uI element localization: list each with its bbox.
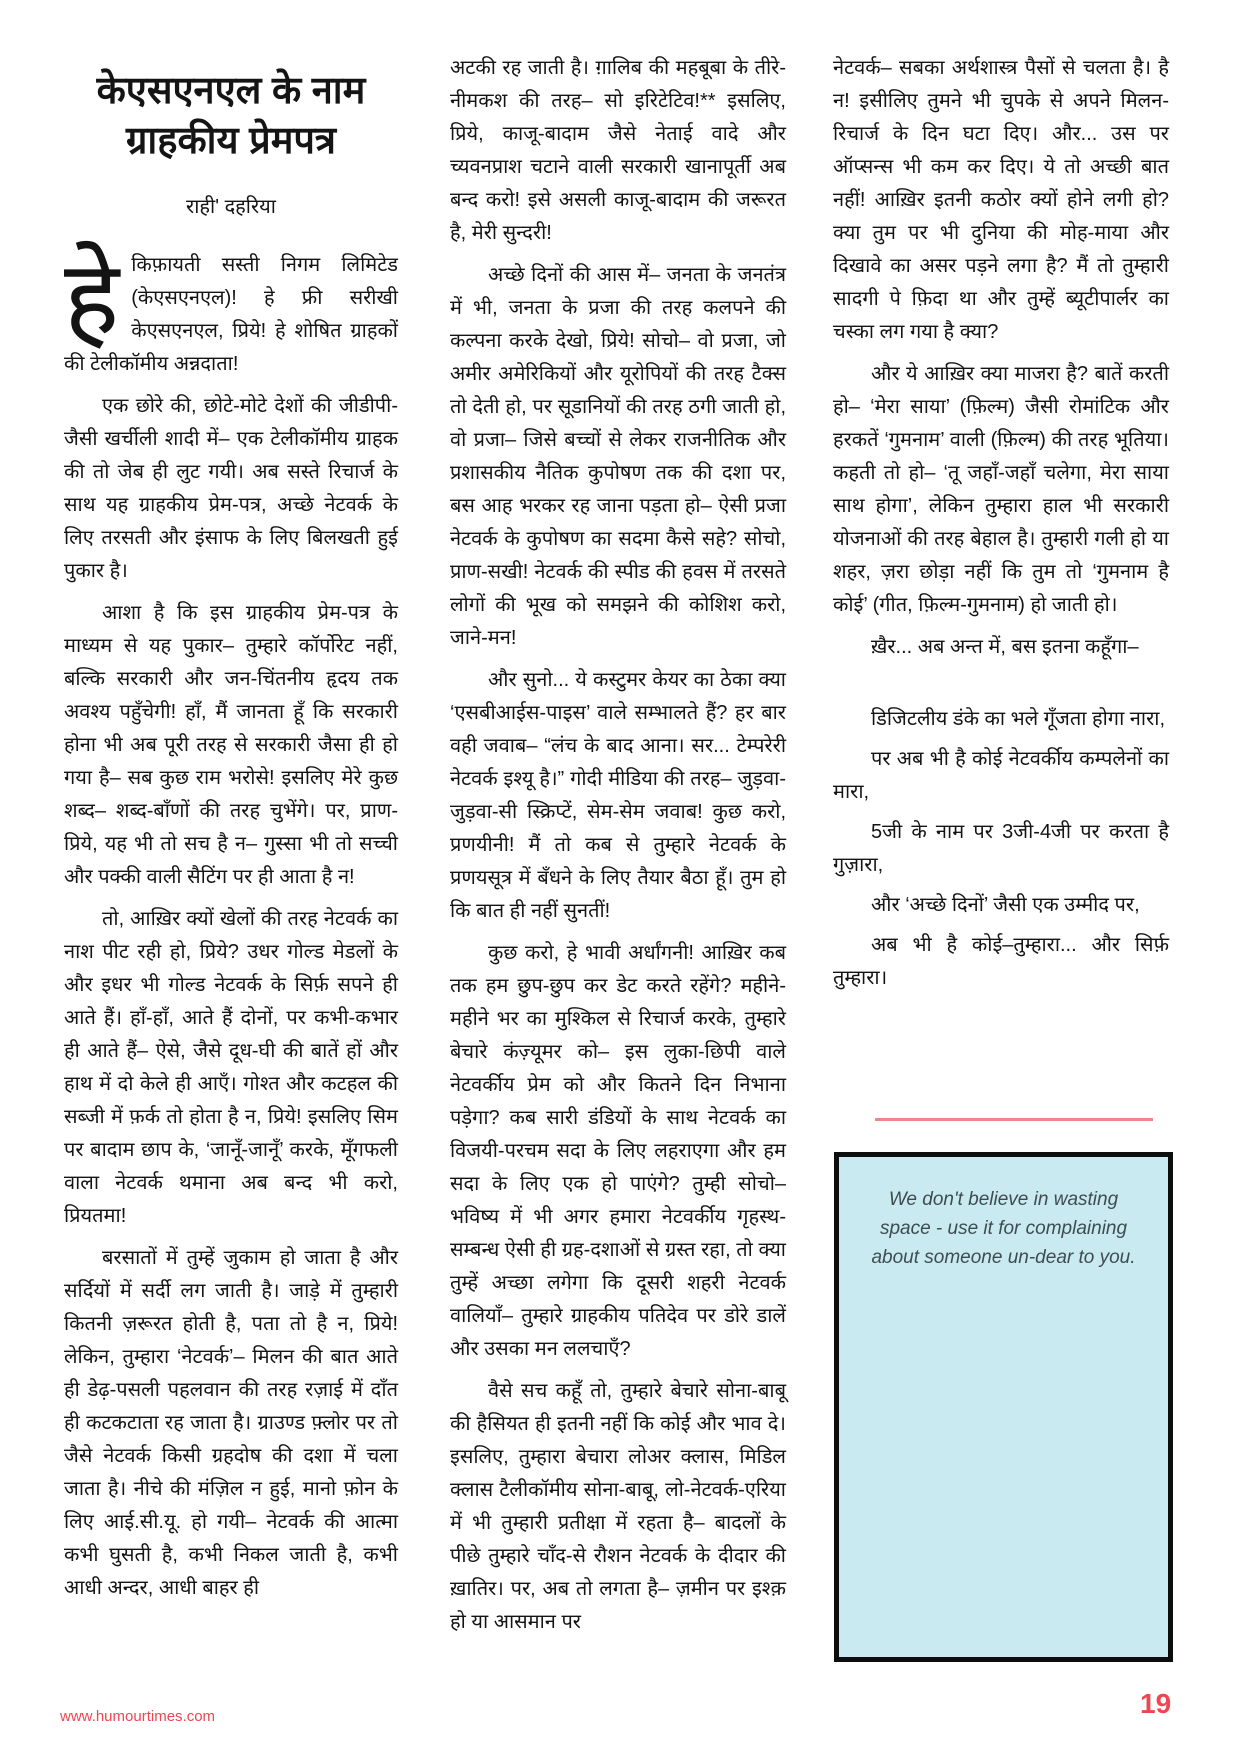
paragraph: बरसातों में तुम्हें जुकाम हो जाता है और सर्दियों में सर्दी लग जाती है। जाड़े में तुम्हारी कितनी ज़रूरत होती है, पता तो है न, प्रिये! लेकिन, तुम्हारा ‘नेटवर्क’– मिलन की बात आते ही डेढ़-पसली पहलवान की तरह रज़ाई में दाँत ही कटकटाता रह जाता है। ग्राउण्ड फ़्लोर पर तो जैसे नेटवर्क किसी ग्रहदोष की दशा में चला जाता है। नीचे की मंज़िल न हुई, मानो फ़ोन के लिए आई.सी.यू. हो गयी– नेटवर्क की आत्मा कभी घुसती है, कभी निकल जाती है, कभी आधी अन्दर, आधी बाहर ही xyxy=(64,1247,398,1599)
paragraph: और सुनो... ये कस्टुमर केयर का ठेका क्या ‘एसबीआईस-पाइस’ वाले सम्भालते हैं? हर बार वही जवाब– “लंच के बाद आना। सर... टेम्परेरी नेटवर्क इश्यू है।” गोदी मीडिया की तरह– जुड़वा-जुड़वा-सी स्क्रिप्टें, सेम-सेम जवाब! कुछ करो, प्रणयीनी! मैं तो कब से तुम्हारे नेटवर्क के प्रणयसूत्र में बँधने के लिए तैयार बैठा हूँ। तुम हो कि बात ही नहीं सुनतीं! xyxy=(450,669,786,922)
paragraph: नेटवर्क– सबका अर्थशास्त्र पैसों से चलता है। है न! इसीलिए तुमने भी चुपके से अपने मिलन-रिचार्ज के दिन घटा दिए। और... उस पर ऑप्सन्स भी कम कर दिए। ये तो अच्छी बात नहीं! आख़िर इतनी कठोर क्यों होने लगी हो? क्या तुम पर भी दुनिया की मोह-माया और दिखावे का असर पड़ने लगा है? मैं तो तुम्हारी सादगी पे फ़िदा था और तुम्हें ब्यूटीपार्लर का चस्का लग गया है क्या? xyxy=(833,57,1169,343)
drop-cap: हे xyxy=(64,241,120,357)
page-title: केएसएनएल के नाम ग्राहकीय प्रेमपत्र xyxy=(96,70,366,162)
lead-paragraph xyxy=(64,241,398,381)
paragraph: अच्छे दिनों की आस में– जनता के जनतंत्र में भी, जनता के प्रजा की तरह कलपने की कल्पना करके देखो, प्रिये! सोचो– वो प्रजा, जो अमीर अमेरिकियों और यूरोपियों की तरह टैक्स तो देती हो, पर सूडानियों की तरह ठगी जाती हो, वो प्रजा– जिसे बच्चों से लेकर राजनीतिक और प्रशासकीय नैतिक कुपोषण तक की दशा पर, बस आह भरकर रह जाना पड़ता हो– ऐसी प्रजा नेटवर्क के कुपोषण का सदमा कैसे सहे? सोचो, प्राण-सखी! नेटवर्क की स्पीड की हवस में तरसते लोगों की भूख को समझने की कोशिश करो, जाने-मन! xyxy=(450,264,786,649)
paragraph: आशा है कि इस ग्राहकीय प्रेम-पत्र के माध्यम से यह पुकार– तुम्हारे कॉर्पोरेट नहीं, बल्कि सरकारी और जन-चिंतनीय हृदय तक अवश्य पहुँचेगी! हाँ, मैं जानता हूँ कि सरकारी होना भी अब पूरी तरह से सरकारी जैसा ही हो गया है– सब कुछ राम भरोसे! इसलिए मेरे कुछ शब्द– शब्द-बाँणों की तरह चुभेंगे। पर, प्राण-प्रिये, यह भी तो सच है न– गुस्सा भी तो सच्ची और पक्की वाली सैटिंग पर ही आता है न! xyxy=(64,602,398,888)
column-1 xyxy=(64,58,398,1614)
paragraph: और ये आख़िर क्या माजरा है? बातें करती हो– ‘मेरा साया’ (फ़िल्म) जैसी रोमांटिक और हरकतें ‘गुमनाम’ वाली (फ़िल्म) की तरह भूतिया। कहती तो हो– ‘तू जहाँ-जहाँ चलेगा, मेरा साया साथ होगा’, लेकिन तुम्हारा हाल भी सरकारी योजनाओं की तरह बेहाल है। तुम्हारी गली हो या शहर, ज़रा छोड़ा नहीं कि तुम तो ‘गुमनाम है कोई’ (गीत, फ़िल्म-गुमनाम) हो जाती हो। xyxy=(833,363,1169,616)
verse-line: और ‘अच्छे दिनों’ जैसी एक उम्मीद पर, xyxy=(871,894,1140,916)
page-number: 19 xyxy=(1140,1688,1172,1719)
footer-url: www.humourtimes.com xyxy=(60,1708,216,1725)
paragraph: कुछ करो, हे भावी अर्धांगनी! आख़िर कब तक हम छुप-छुप कर डेट करते रहेंगे? महीने-महीने भर का मुश्किल से रिचार्ज करके, तुम्हारे बेचारे कंज़्यूमर को– इस लुका-छिपी वाले नेटवर्कीय प्रेम को और कितने दिन निभाना पड़ेगा? कब सारी डंडियों के साथ नेटवर्क का विजयी-परचम सदा के लिए लहराएगा और हम सदा के लिए एक हो पाएंगे? तुम्ही सोचो– भविष्य में भी अगर हमारा नेटवर्कीय गृहस्थ-सम्बन्ध ऐसी ही ग्रह-दशाओं से ग्रस्त रहा, तो क्या तुम्हें अच्छा लगेगा कि दूसरी शहरी नेटवर्क वालियाँ– तुम्हारे ग्राहकीय पतिदेव पर डोरे डालें और उसका मन ललचाएँ? xyxy=(450,942,786,1360)
note-box xyxy=(834,1152,1173,1662)
column-3 xyxy=(833,52,1169,1002)
paragraph: ख़ैर... अब अन्त में, बस इतना कहूँगा– xyxy=(871,636,1139,658)
paragraph: तो, आख़िर क्यों खेलों की तरह नेटवर्क का नाश पीट रही हो, प्रिये? उधर गोल्ड मेडलों के और इधर भी गोल्ड नेटवर्क के सिर्फ़ सपने ही आते हैं। हाँ-हाँ, आते हैं दोनों, पर कभी-कभार ही आते हैं– ऐसे, जैसे दूध-घी की बातें हों और हाथ में दो केले ही आएँ। गोश्त और कटहल की सब्जी में फ़र्क तो होता है न, प्रिये! इसलिए सिम पर बादाम छाप के, ‘जानूँ-जानूँ’ करके, मूँगफली वाला नेटवर्क थमाना अब बन्द भी करो, प्रियतमा! xyxy=(64,908,398,1227)
verse-line: पर अब भी है कोई नेटवर्कीय कम्पलेनों का मारा, xyxy=(833,748,1169,803)
paragraph: एक छोरे की, छोटे-मोटे देशों की जीडीपी-जैसी खर्चीली शादी में– एक टेलीकॉमीय ग्राहक की तो जेब ही लुट गयी। अब सस्ते रिचार्ज के साथ यह ग्राहकीय प्रेम-पत्र, अच्छे नेटवर्क के लिए तरसती और इंसाफ के लिए बिलखती हुई पुकार है। xyxy=(64,395,398,582)
verse-line: डिजिटलीय डंके का भले गूँजता होगा नारा, xyxy=(871,708,1165,730)
divider-line xyxy=(875,1118,1153,1121)
author-byline: राही' दहरिया xyxy=(186,196,276,218)
paragraph: वैसे सच कहूँ तो, तुम्हारे बेचारे सोना-बाबू की हैसियत ही इतनी नहीं कि कोई और भाव दे। इसलिए, तुम्हारा बेचारा लोअर क्लास, मिडिल क्लास टैलीकॉमीय सोना-बाबू, लो-नेटवर्क-एरिया में भी तुम्हारी प्रतीक्षा में रहता है– बादलों के पीछे तुम्हारे चाँद-से रौशन नेटवर्क के दीदार की ख़ातिर। पर, अब तो लगता है– ज़मीन पर इश्क़ हो या आसमान पर xyxy=(450,1380,786,1633)
verse-line: अब भी है कोई–तुम्हारा... और सिर्फ़ तुम्हारा। xyxy=(833,934,1169,989)
verse-gap xyxy=(833,673,1169,703)
verse-line: 5जी के नाम पर 3जी-4जी पर करता है गुज़ारा, xyxy=(833,821,1169,876)
lead-text: किफ़ायती सस्ती निगम लिमिटेड (केएसएनएल)! हे फ्री सरीखी केएसएनएल, प्रिये! हे शोषित ग्राहकों की टेलीकॉमीय अन्नदाता! xyxy=(64,254,398,375)
column-2 xyxy=(450,52,786,1648)
paragraph: अटकी रह जाती है। ग़ालिब की महबूबा के तीरे-नीमकश की तरह– सो इरिटेटिव!** इसलिए, प्रिये, काजू-बादाम जैसे नेताई वादे और च्यवनप्राश चटाने वाली सरकारी खानापूर्ती अब बन्द करो! इसे असली काजू-बादाम की जरूरत है, मेरी सुन्दरी! xyxy=(450,57,786,244)
note-text: We don't believe in wasting space - use it for complaining about someone un-dear to you. xyxy=(871,1189,1136,1268)
